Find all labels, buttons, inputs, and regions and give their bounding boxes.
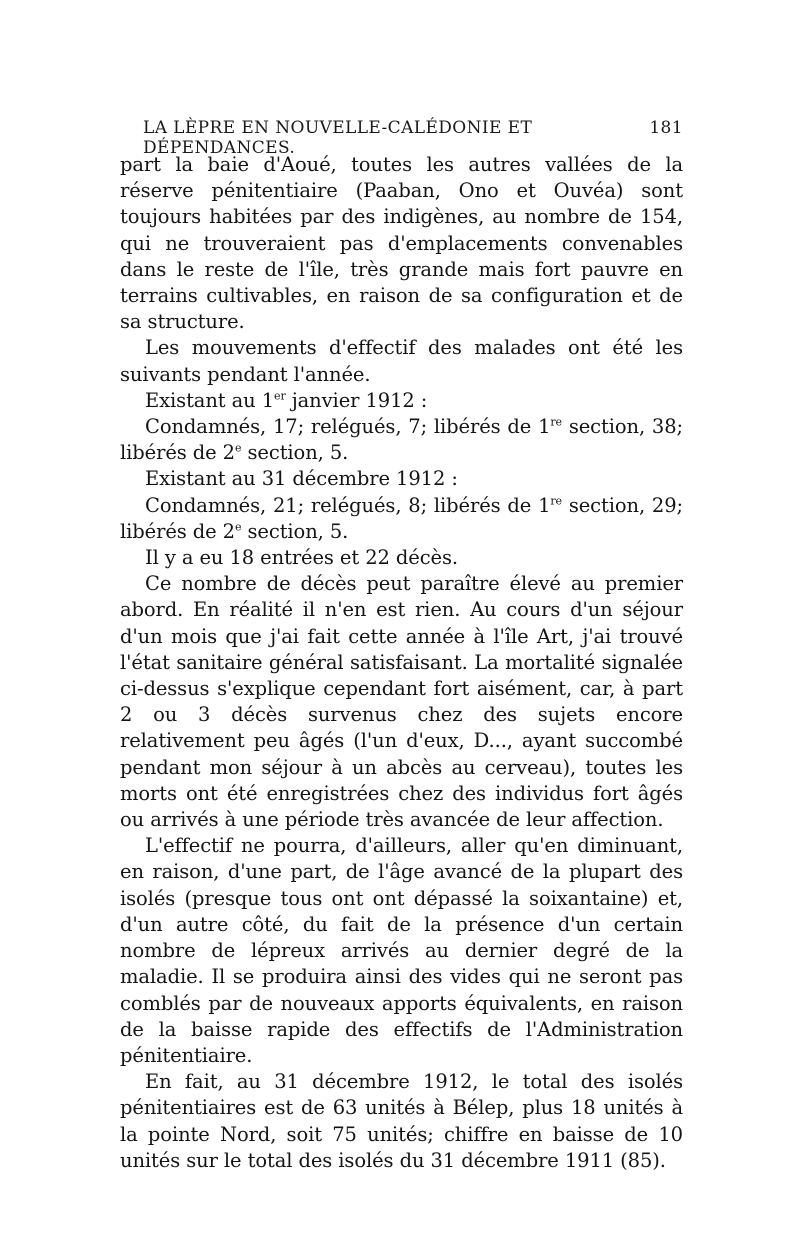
paragraph-movements: Les mouvements d'effectif des malades ont été les suivants pendant l'année.: [120, 336, 683, 386]
paragraph-counts-january: Condamnés, 17; relégués, 7; libérés de 1re section, 38; libérés de 2e section, 5.: [120, 415, 683, 465]
paragraph-counts-december: Condamnés, 21; relégués, 8; libérés de 1re section, 29; libérés de 2e section, 5.: [120, 493, 683, 543]
paragraph-mortality: Ce nombre de décès peut paraître élevé au premier abord. En réalité il n'en est rien. Au cours d'un séjour d'un mois que j'ai fait cette année à l'île Art, j'ai trouvé l'état sanitaire général satisfaisant. La mortalité signalée ci-dessus s'explique cependant fort aisément, car, à part 2 ou 3 décès survenus chez des sujets encore relativement peu âgés (l'un d'eux, D..., ayant succombé pendant mon séjour à un abcès au cerveau), toutes les morts ont été enregistrées chez des individus fort âgés ou arrivés à une période très avancée de leur affection.: [120, 572, 683, 832]
body-text: [120, 152, 683, 1174]
paragraph-continuation: part la baie d'Aoué, toutes les autres vallées de la réserve pénitentiaire (Paaban, Ono et Ouvéa) sont toujours habitées par des indigènes, au nombre de 154, qui ne trouveraient pas d'emplacements convenables dans le reste de l'île, très grande mais fort pauvre en terrains cultivables, en raison de sa configuration et de sa structure.: [120, 153, 683, 334]
running-title: LA LÈPRE EN NOUVELLE-CALÉDONIE ET DÉPENDANCES.: [143, 118, 533, 158]
paragraph-existing-january: Existant au 1er janvier 1912 :: [145, 388, 428, 412]
paragraph-effectif: L'effectif ne pourra, d'ailleurs, aller qu'en diminuant, en raison, d'une part, de l'âge avancé de la plupart des isolés (presque tous ont ont dépassé la soixantaine) et, d'un autre côté, du fait de la présence d'un certain nombre de lépreux arrivés au dernier degré de la maladie. Il se produira ainsi des vides qui ne seront pas comblés par de nouveaux apports équivalents, en raison de la baisse rapide des effectifs de l'Administration pénitentiaire.: [120, 834, 683, 1067]
paragraph-totals: En fait, au 31 décembre 1912, le total des isolés pénitentiaires est de 63 unités à Bélep, plus 18 unités à la pointe Nord, soit 75 unités; chiffre en baisse de 10 unités sur le total des isolés du 31 décembre 1911 (85).: [120, 1070, 683, 1172]
paragraph-existing-december: Existant au 31 décembre 1912 :: [145, 467, 458, 491]
page-number: 181: [649, 118, 683, 138]
paragraph-entries-deaths: Il y a eu 18 entrées et 22 décès.: [145, 546, 459, 570]
